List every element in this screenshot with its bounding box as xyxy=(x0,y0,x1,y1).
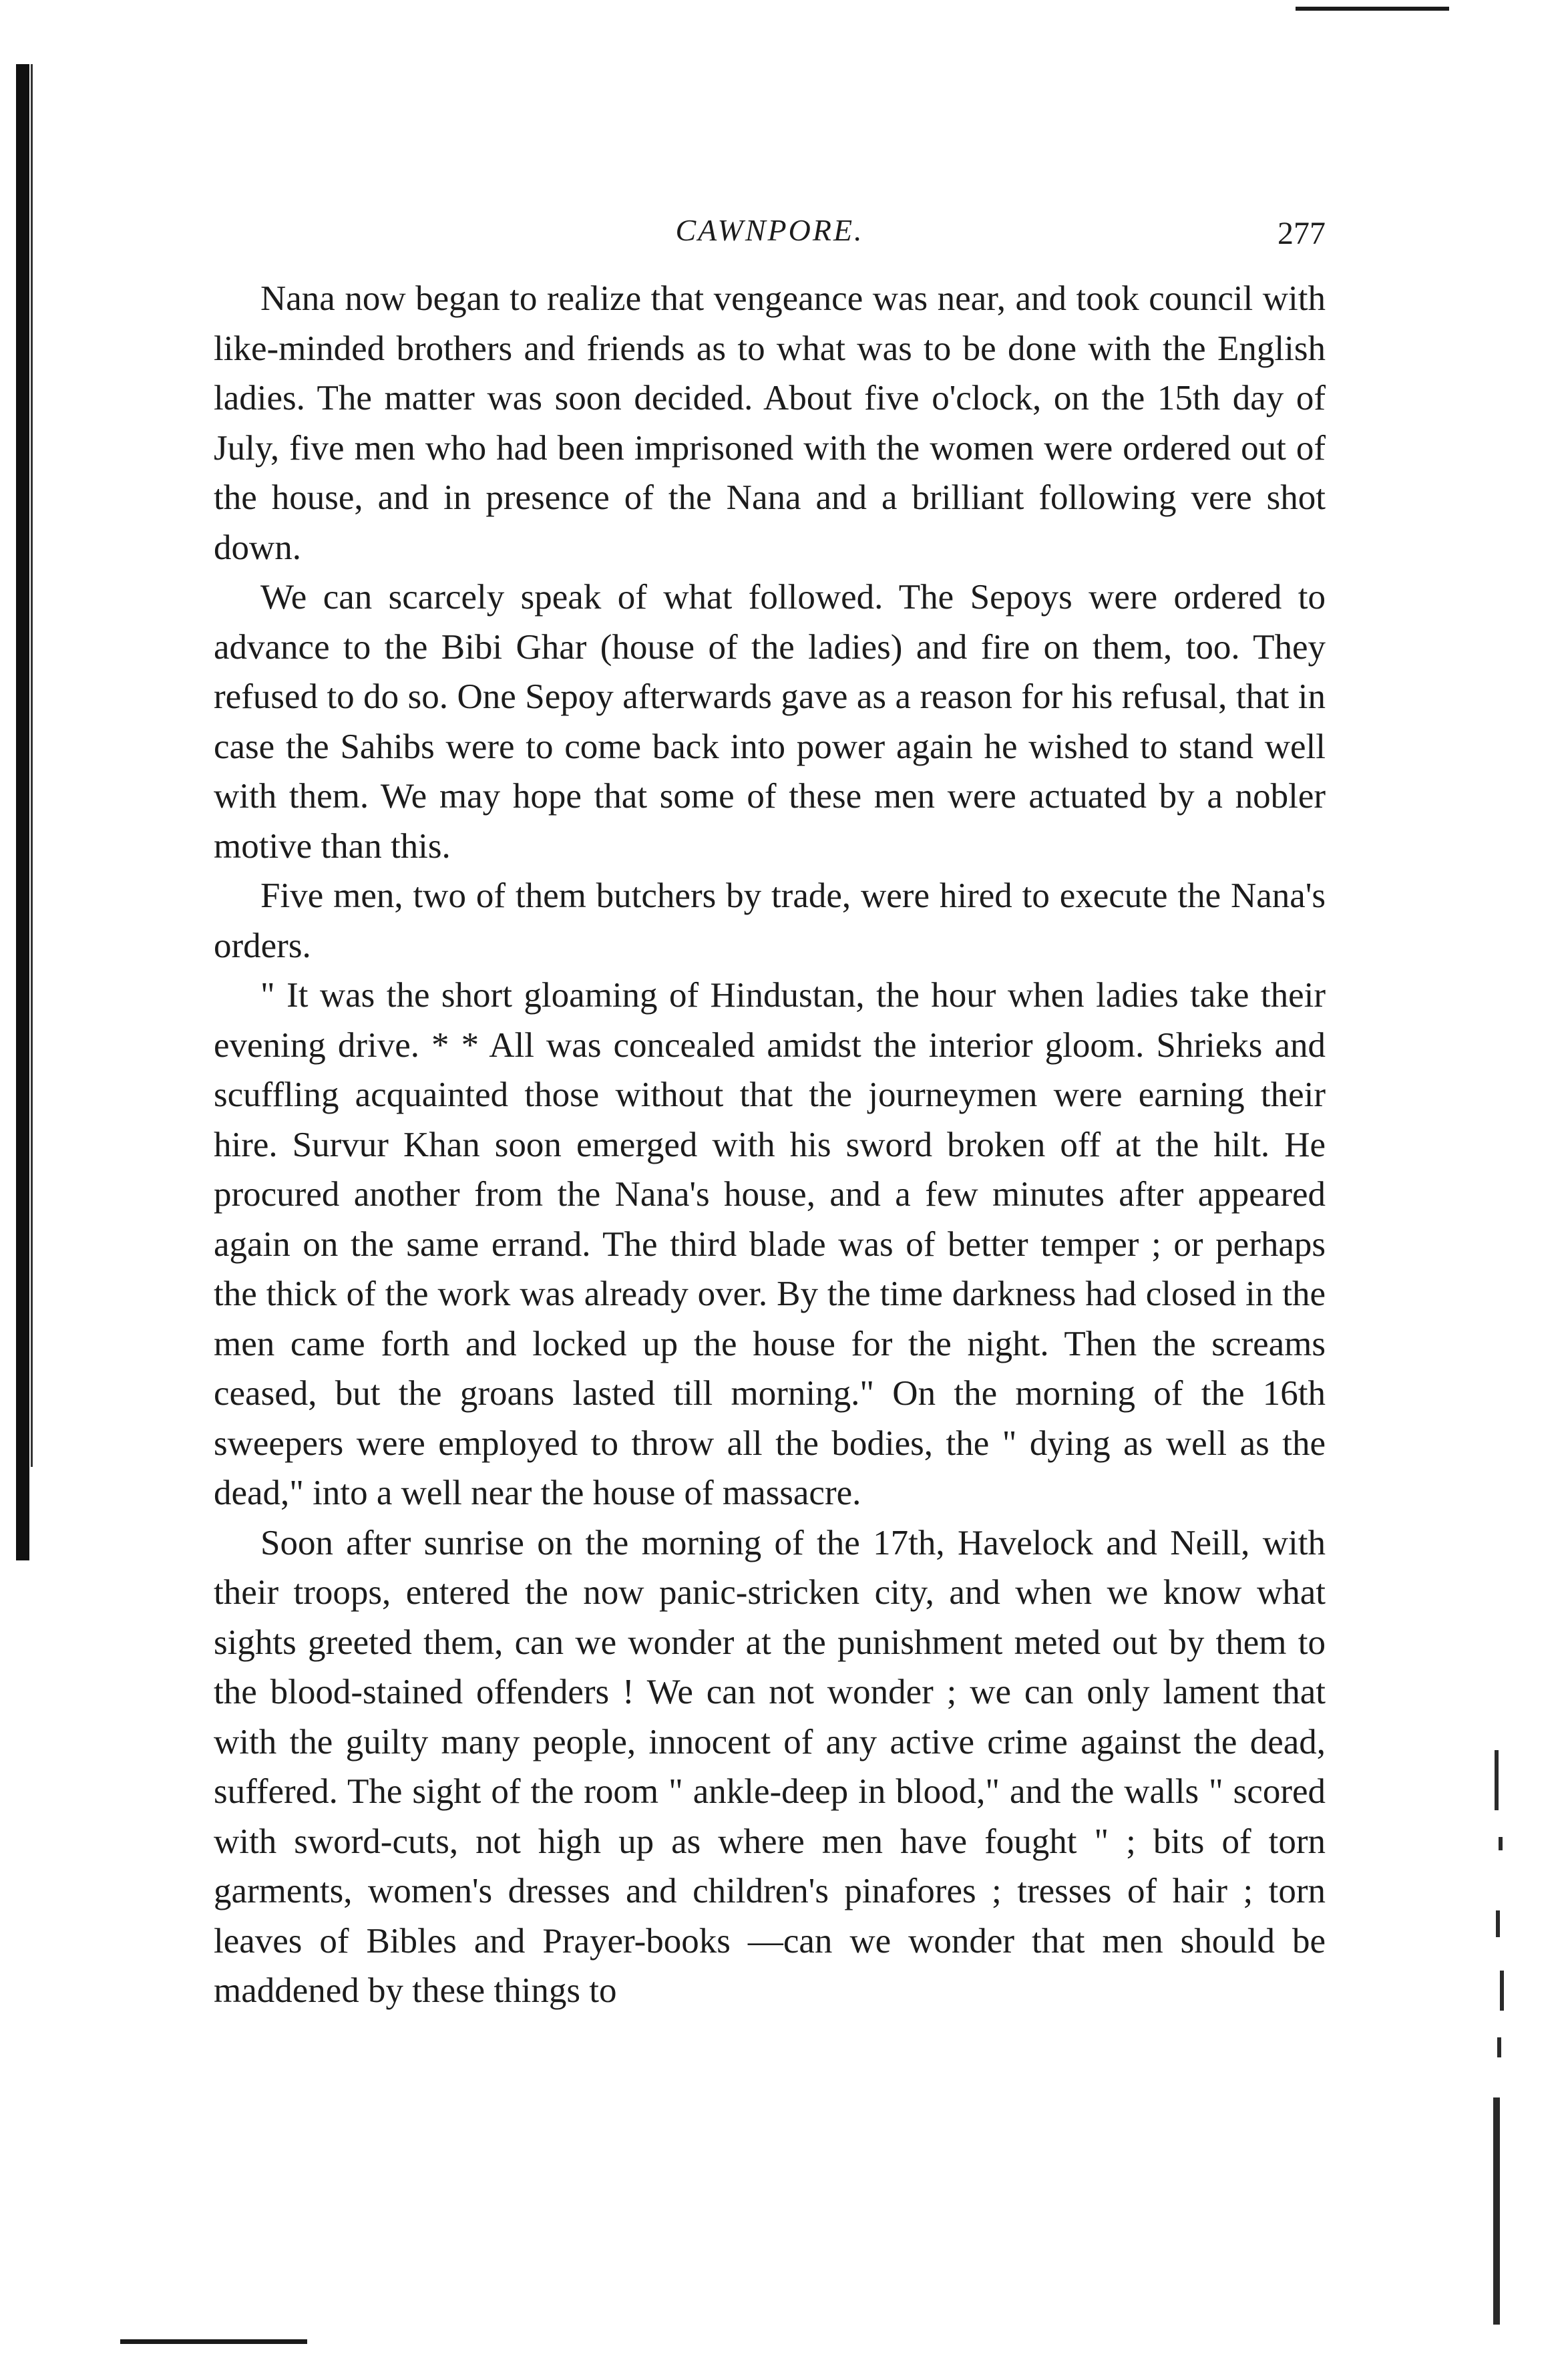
scan-rule-top xyxy=(1296,7,1449,11)
running-title: CAWNPORE. xyxy=(675,213,864,247)
scan-edge-left-thin xyxy=(31,64,33,1467)
paragraph: Nana now began to realize that vengeance was near, and took council with like-minded brothers and friends as to what was to be done with the English ladies. The matter was soon decided. About five o'clock, on the 15th day of July, five men who had been imprisoned with the women were ordered out of the house, and in presence of the Nana and a brilliant following vere shot down. xyxy=(214,279,1326,567)
paragraph: We can scarcely speak of what followed. The Sepoys were ordered to advance to the Bibi Ghar (house of the ladies) and fire on them, too. They refused to do so. One Sepoy afterwards gave as a reason for his refusal, that in case the Sahibs were to come back into power again he wished to stand well with them. We may hope that some of these men were actuated by a nobler motive than this. xyxy=(214,578,1326,866)
scan-rule-bottom xyxy=(120,2339,307,2344)
book-page xyxy=(214,200,1326,2016)
paragraph: " It was the short gloaming of Hindustan, the hour when ladies take their evening drive. * * All was concealed amidst the interior gloom. Shrieks and scuffling acquainted those without that the journeymen were earning their hire. Survur Khan soon emerged with his sword broken off at the hilt. He procured another from the Nana's house, and a few minutes after appeared again on the same errand. The third blade was of better temper ; or perhaps the thick of the work was already over. By the time darkness had closed in the men came forth and locked up the house for the night. Then the screams ceased, but the groans lasted till morning." On the morning of the 16th sweepers were employed to throw all the bodies, the " dying as well as the dead," into a well near the house of massacre. xyxy=(214,976,1326,1512)
page-header xyxy=(214,200,1326,274)
paragraph: Soon after sunrise on the morning of the 17th, Havelock and Neill, with their troops, entered the now panic-stricken city, and when we know what sights greeted them, can we wonder at the punishment meted out by them to the blood-stained offenders ! We can not wonder ; we can only lament that with the guilty many people, innocent of any active crime against the dead, suffered. The sight of the room " ankle-deep in blood," and the walls " scored with sword-cuts, not high up as where men have fought " ; bits of torn garments, women's dresses and children's pinafores ; tresses of hair ; torn leaves of Bibles and Prayer-books —can we wonder that men should be maddened by these things to xyxy=(214,1523,1326,2010)
page-number: 277 xyxy=(1278,216,1326,251)
paragraph: Five men, two of them butchers by trade, were hired to execute the Nana's orders. xyxy=(214,876,1326,965)
scan-edge-right xyxy=(1489,1750,1516,2338)
scan-edge-left xyxy=(16,64,29,1560)
body-text xyxy=(214,274,1326,2016)
